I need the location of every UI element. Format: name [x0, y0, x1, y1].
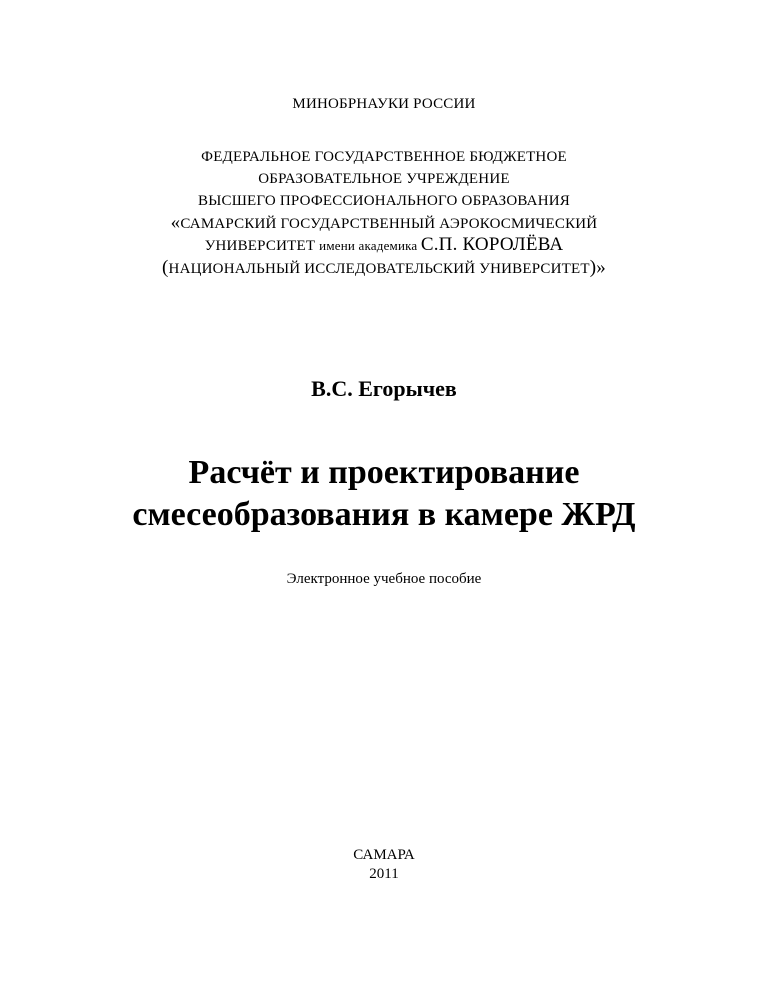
institution-line-4	[0, 212, 768, 235]
author-name: В.С. Егорычев	[311, 376, 457, 401]
imprint	[0, 846, 768, 884]
book-title	[0, 452, 768, 536]
open-paren: (	[162, 257, 169, 278]
institution-line-5-c: С.П. КОРОЛЁВА	[420, 234, 564, 255]
institution-line-5-a: УНИВЕРСИТЕТ	[204, 238, 320, 254]
open-quote: «	[170, 212, 181, 233]
institution-line-3: ВЫСШЕГО ПРОФЕССИОНАЛЬНОГО ОБРАЗОВАНИЯ	[198, 193, 570, 209]
publication-year: 2011	[369, 866, 399, 882]
book-title-line-1: Расчёт и проектирование	[188, 454, 580, 491]
book-title-line-2: смесеобразования в камере ЖРД	[132, 496, 636, 533]
close-paren-quote: )»	[589, 257, 606, 278]
institution-line-6-text: НАЦИОНАЛЬНЫЙ ИССЛЕДОВАТЕЛЬСКИЙ УНИВЕРСИТЕТ	[168, 261, 590, 277]
institution-line-6	[0, 257, 768, 280]
institution-line-5	[0, 234, 768, 257]
ministry-name: МИНОБРНАУКИ РОССИИ	[292, 96, 476, 112]
city-name: САМАРА	[353, 847, 415, 863]
institution-line-2: ОБРАЗОВАТЕЛЬНОЕ УЧРЕЖДЕНИЕ	[258, 171, 510, 187]
institution-line-4-text: САМАРСКИЙ ГОСУДАРСТВЕННЫЙ АЭРОКОСМИЧЕСКИЙ	[180, 216, 598, 232]
institution-line-5-b: имени академика	[319, 238, 421, 253]
book-subtitle: Электронное учебное пособие	[286, 571, 482, 587]
institution-line-1: ФЕДЕРАЛЬНОЕ ГОСУДАРСТВЕННОЕ БЮДЖЕТНОЕ	[201, 149, 567, 165]
